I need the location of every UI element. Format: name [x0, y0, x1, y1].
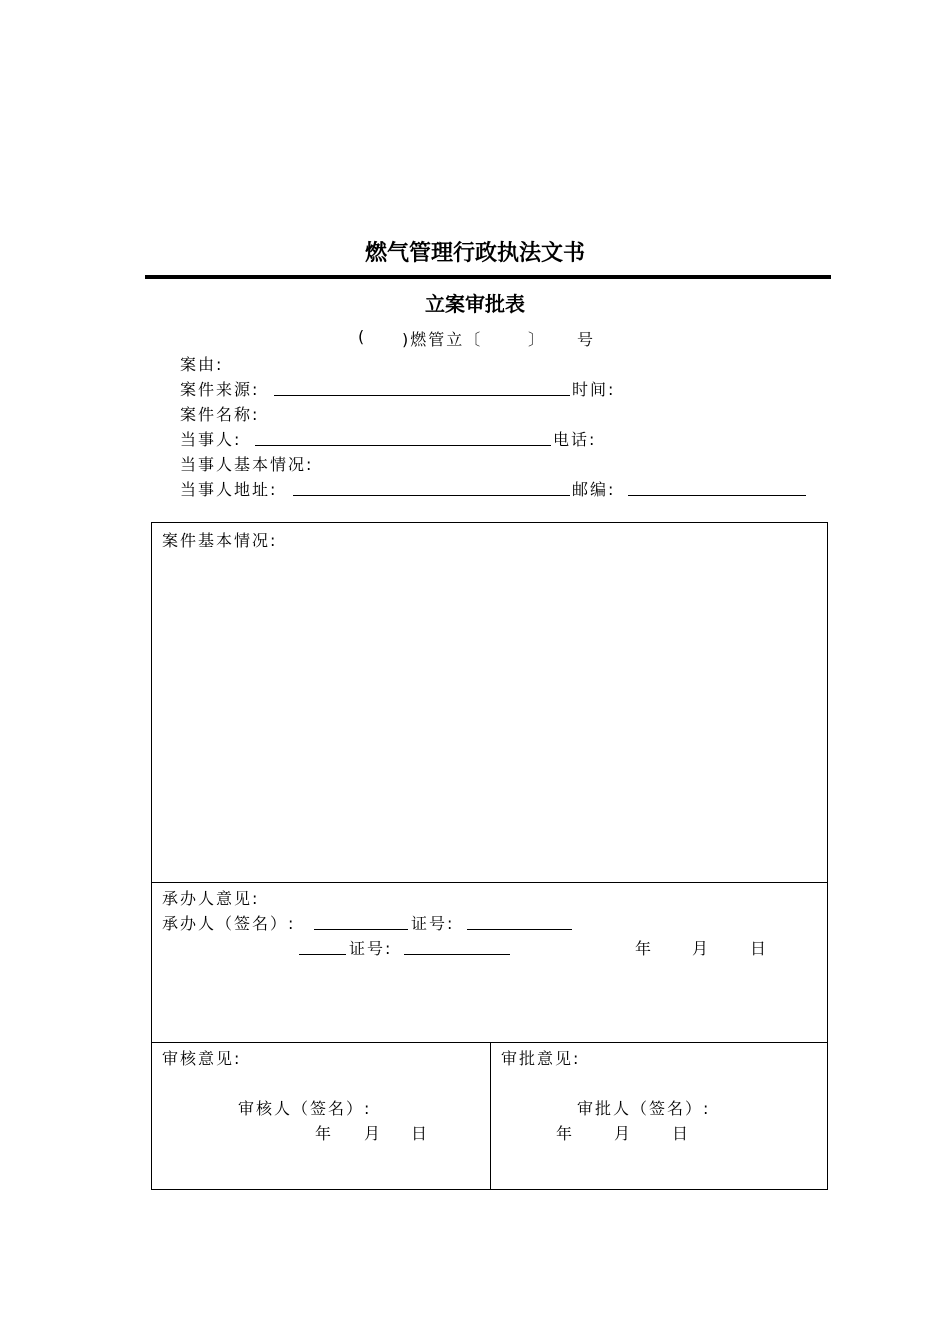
approval-date-year: 年	[556, 1124, 575, 1143]
form-title: 立案审批表	[425, 292, 525, 316]
title-rule	[145, 275, 831, 279]
review-date-day: 日	[411, 1124, 430, 1143]
party-label: 当事人:	[180, 430, 242, 449]
handler-sign-field[interactable]	[314, 929, 408, 930]
review-opinion-label: 审核意见:	[162, 1049, 242, 1068]
approval-date-day: 日	[672, 1124, 691, 1143]
case-number-suffix: 号	[577, 330, 596, 349]
party-address-label: 当事人地址:	[180, 480, 278, 499]
case-name-label: 案件名称:	[180, 405, 260, 424]
handler-date-year: 年	[635, 939, 654, 958]
case-basic-info-section[interactable]	[151, 522, 828, 883]
review-date-month: 月	[364, 1124, 383, 1143]
approval-date-month: 月	[614, 1124, 633, 1143]
case-source-label: 案件来源:	[180, 380, 260, 399]
approval-opinion-label: 审批意见:	[501, 1049, 581, 1068]
approver-sign-label: 审批人（签名）:	[577, 1099, 711, 1118]
postcode-field[interactable]	[628, 495, 806, 496]
case-reason-label: 案由:	[180, 355, 224, 374]
time-label: 时间:	[572, 380, 616, 399]
case-source-field[interactable]	[274, 395, 570, 396]
review-date-year: 年	[315, 1124, 334, 1143]
cert-no-label-2: 证号:	[349, 939, 393, 958]
cert-no-field-1[interactable]	[467, 929, 572, 930]
handler-opinion-label: 承办人意见:	[162, 889, 260, 908]
case-basic-info-label: 案件基本情况:	[162, 531, 278, 550]
cert-no-field-2[interactable]	[404, 954, 510, 955]
handler-sign-label: 承办人（签名）:	[162, 914, 296, 933]
phone-label: 电话:	[553, 430, 597, 449]
handler-date-day: 日	[750, 939, 769, 958]
party-basic-info-label: 当事人基本情况:	[180, 455, 314, 474]
co-handler-sign-field[interactable]	[299, 954, 346, 955]
case-number-prefix: )燃管立〔	[402, 330, 483, 349]
postcode-label: 邮编:	[572, 480, 616, 499]
case-number-close-bracket: 〕	[528, 330, 547, 349]
party-field[interactable]	[255, 445, 551, 446]
handler-date-month: 月	[692, 939, 711, 958]
party-address-field[interactable]	[293, 495, 570, 496]
reviewer-sign-label: 审核人（签名）:	[238, 1099, 372, 1118]
cert-no-label-1: 证号:	[411, 914, 455, 933]
document-title: 燃气管理行政执法文书	[364, 241, 585, 266]
case-number-open-paren: (	[358, 327, 367, 346]
